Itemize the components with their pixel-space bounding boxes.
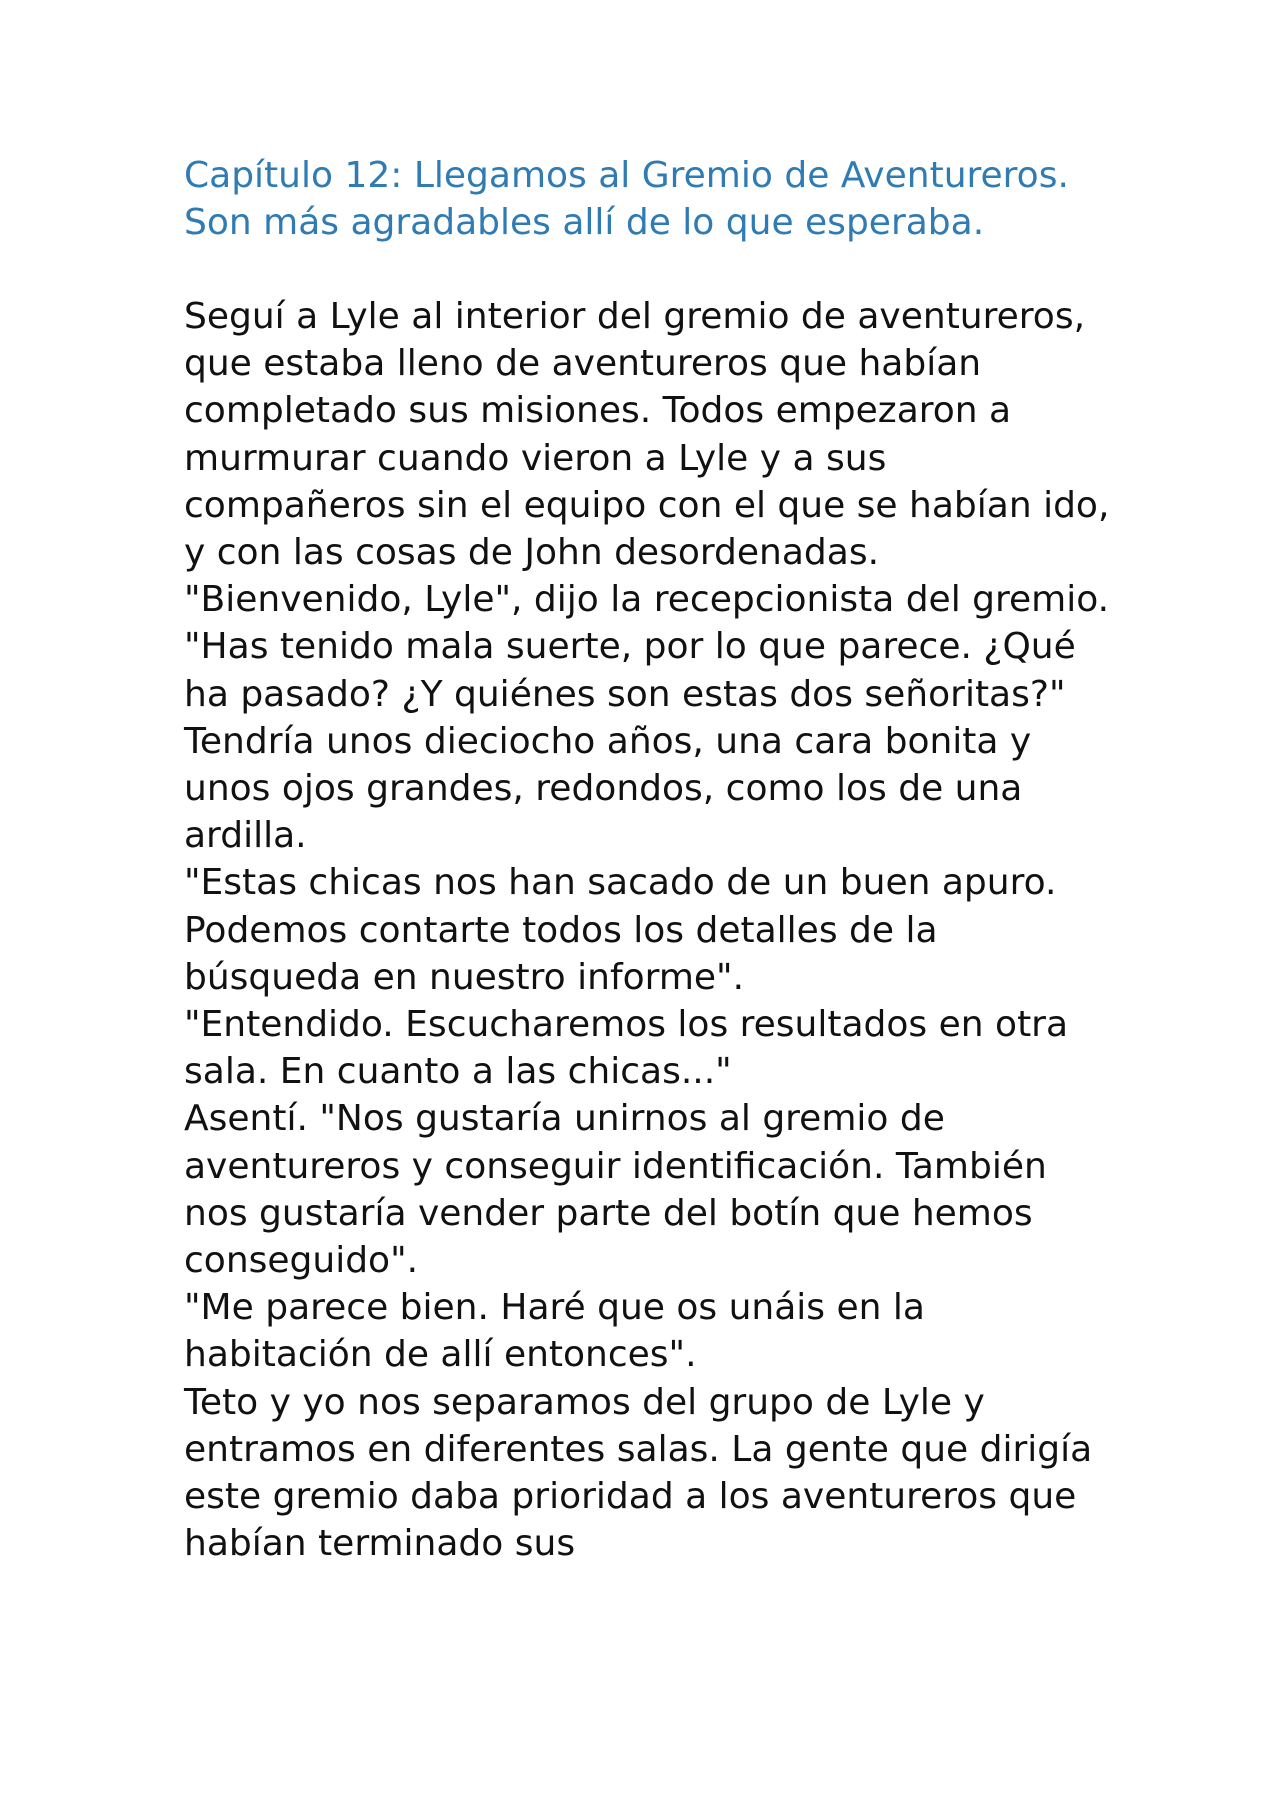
paragraph: Teto y yo nos separamos del grupo de Lyle y entramos en diferentes salas. La gente que dirigía este gremio daba prioridad a los aventureros que habían terminado sus [184,1381,1093,1565]
paragraph: Seguí a Lyle al interior del gremio de aventureros, que estaba lleno de aventureros que habían completado sus misiones. Todos empezaron a murmurar cuando vieron a Lyle y a sus compañeros sin el equipo con el que se habían ido, y con las cosas de John desordenadas. [184,296,1110,574]
chapter-title: Capítulo 12: Llegamos al Gremio de Aventureros. Son más agradables allí de lo que esperaba. [184,155,1069,243]
body-text [184,293,1114,1567]
document-content [184,152,1114,1567]
paragraph: Asentí. "Nos gustaría unirnos al gremio de aventureros y conseguir identificación. También nos gustaría vender parte del botín que hemos conseguido". [184,1098,1047,1282]
paragraph: "Me parece bien. Haré que os unáis en la habitación de allí entonces". [184,1287,925,1376]
paragraph: "Entendido. Escucharemos los resultados en otra sala. En cuanto a las chicas..." [184,1004,1069,1093]
paragraph: "Bienvenido, Lyle", dijo la recepcionista del gremio. "Has tenido mala suerte, por lo que parece. ¿Qué ha pasado? ¿Y quiénes son estas dos señoritas?" Tendría unos dieciocho años, una cara bonita y unos ojos grandes, redondos, como los de una ardilla. [184,579,1110,857]
paragraph: "Estas chicas nos han sacado de un buen apuro. Podemos contarte todos los detalles de la búsqueda en nuestro informe". [184,862,1057,998]
